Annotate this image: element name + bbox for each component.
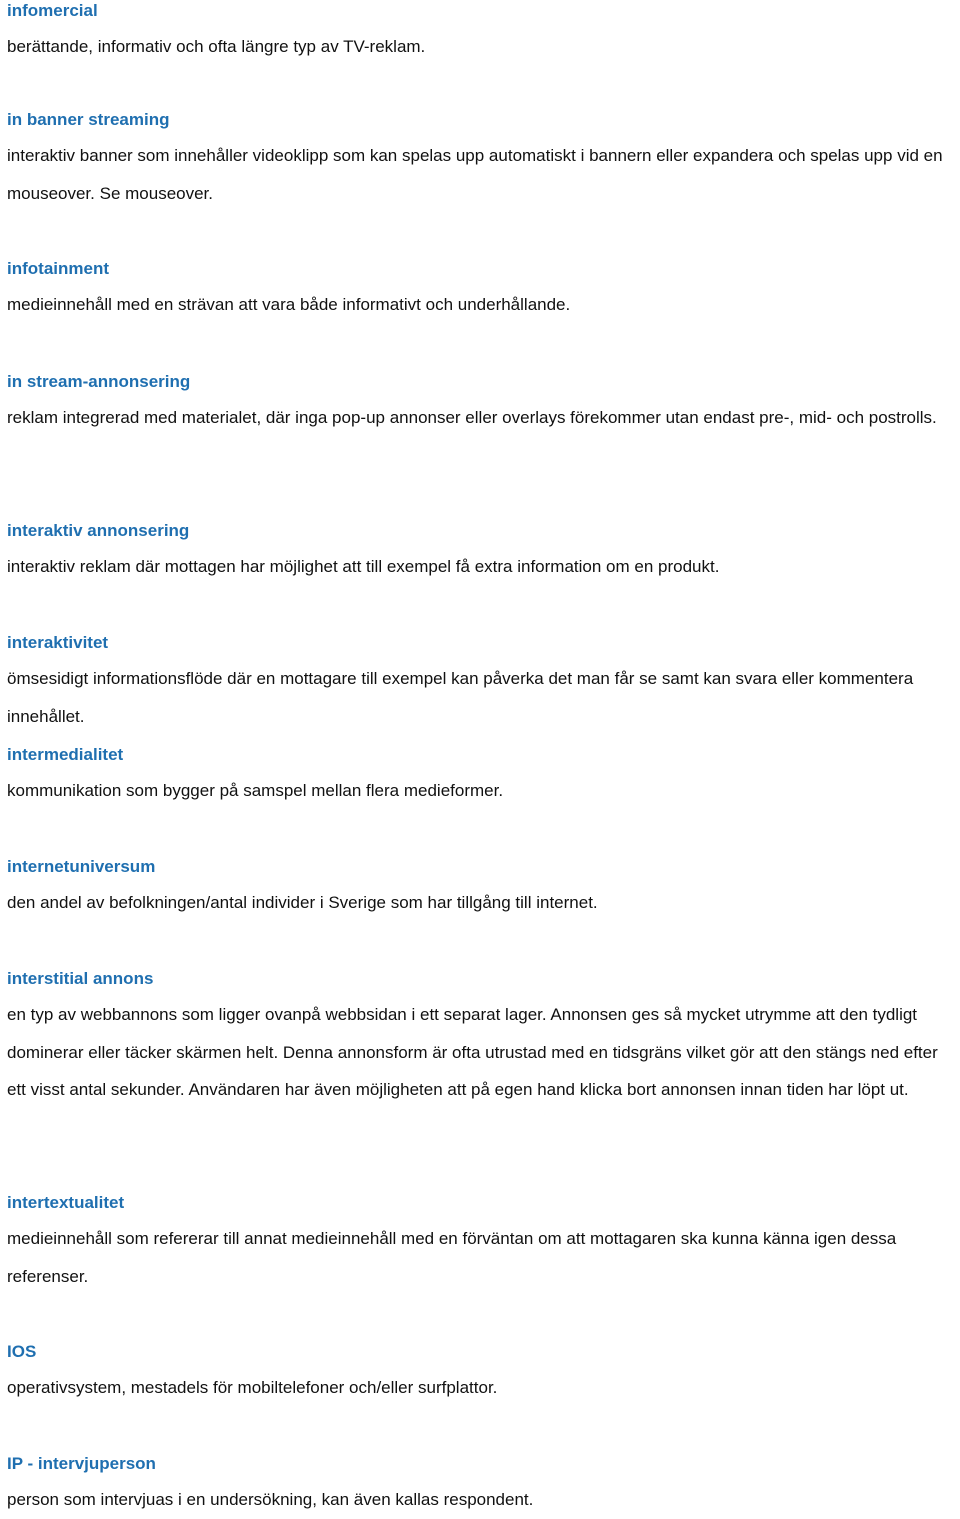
glossary-term: in banner streaming [7, 110, 170, 129]
glossary-entry-infomercial [7, 0, 960, 66]
glossary-entry-ios [7, 1341, 960, 1407]
glossary-term: intermedialitet [7, 745, 124, 764]
glossary-definition: en typ av webbannons som ligger ovanpå webbsidan i ett separat lager. Annonsen ges så mycket utrymme att den tydligt dominerar eller täcker skärmen helt. Denna annonsform är ofta utrustad med en tidsgräns vilket gör att den stängs ned efter ett visst antal sekunder. Användaren har även möjligheten att på egen hand klicka bort annonsen innan tiden har löpt ut. [7, 1005, 938, 1099]
glossary-term: intertextualitet [7, 1193, 125, 1212]
glossary-definition: ömsesidigt informationsflöde där en mottagare till exempel kan påverka det man får se samt kan svara eller kommentera innehållet. [7, 669, 914, 726]
glossary-entry-intertextualitet [7, 1192, 960, 1295]
glossary-term: internetuniversum [7, 857, 156, 876]
glossary-definition: interaktiv reklam där mottagen har möjlighet att till exempel få extra information om en produkt. [7, 557, 720, 576]
glossary-entry-interaktiv-annonsering [7, 520, 960, 586]
glossary-definition: interaktiv banner som innehåller videoklipp som kan spelas upp automatiskt i bannern eller expandera och spelas upp vid en mouseover. Se mouseover. [7, 146, 943, 203]
glossary-entry-interstitial-annons [7, 968, 960, 1109]
glossary-term: infomercial [7, 1, 98, 20]
glossary-definition: medieinnehåll med en strävan att vara både informativt och underhållande. [7, 295, 571, 314]
glossary-definition: medieinnehåll som refererar till annat medieinnehåll med en förväntan om att mottagaren ska kunna känna igen dessa referenser. [7, 1229, 897, 1286]
glossary-term: interstitial annons [7, 969, 154, 988]
glossary-definition: person som intervjuas i en undersökning, kan även kallas respondent. [7, 1490, 534, 1509]
glossary-entry-internetuniversum [7, 856, 960, 922]
glossary-entry-interaktivitet [7, 632, 960, 735]
glossary-definition: reklam integrerad med materialet, där inga pop-up annonser eller overlays förekommer utan endast pre-, mid- och postrolls. [7, 408, 937, 427]
glossary-term: IOS [7, 1342, 37, 1361]
glossary-entry-intermedialitet [7, 744, 960, 810]
glossary-definition: operativsystem, mestadels för mobiltelefoner och/eller surfplattor. [7, 1378, 498, 1397]
glossary-term: interaktivitet [7, 633, 109, 652]
glossary-entry-infotainment [7, 258, 960, 324]
glossary-term: in stream-annonsering [7, 372, 191, 391]
glossary-term: IP - intervjuperson [7, 1454, 156, 1473]
glossary-definition: berättande, informativ och ofta längre typ av TV-reklam. [7, 37, 426, 56]
glossary-term: interaktiv annonsering [7, 521, 190, 540]
glossary-entry-in-banner-streaming [7, 109, 960, 212]
glossary-entry-ip-intervjuperson [7, 1453, 960, 1519]
glossary-term: infotainment [7, 259, 109, 278]
glossary-definition: kommunikation som bygger på samspel mellan flera medieformer. [7, 781, 504, 800]
glossary-entry-in-stream-annonsering [7, 371, 960, 437]
glossary-definition: den andel av befolkningen/antal individer i Sverige som har tillgång till internet. [7, 893, 598, 912]
